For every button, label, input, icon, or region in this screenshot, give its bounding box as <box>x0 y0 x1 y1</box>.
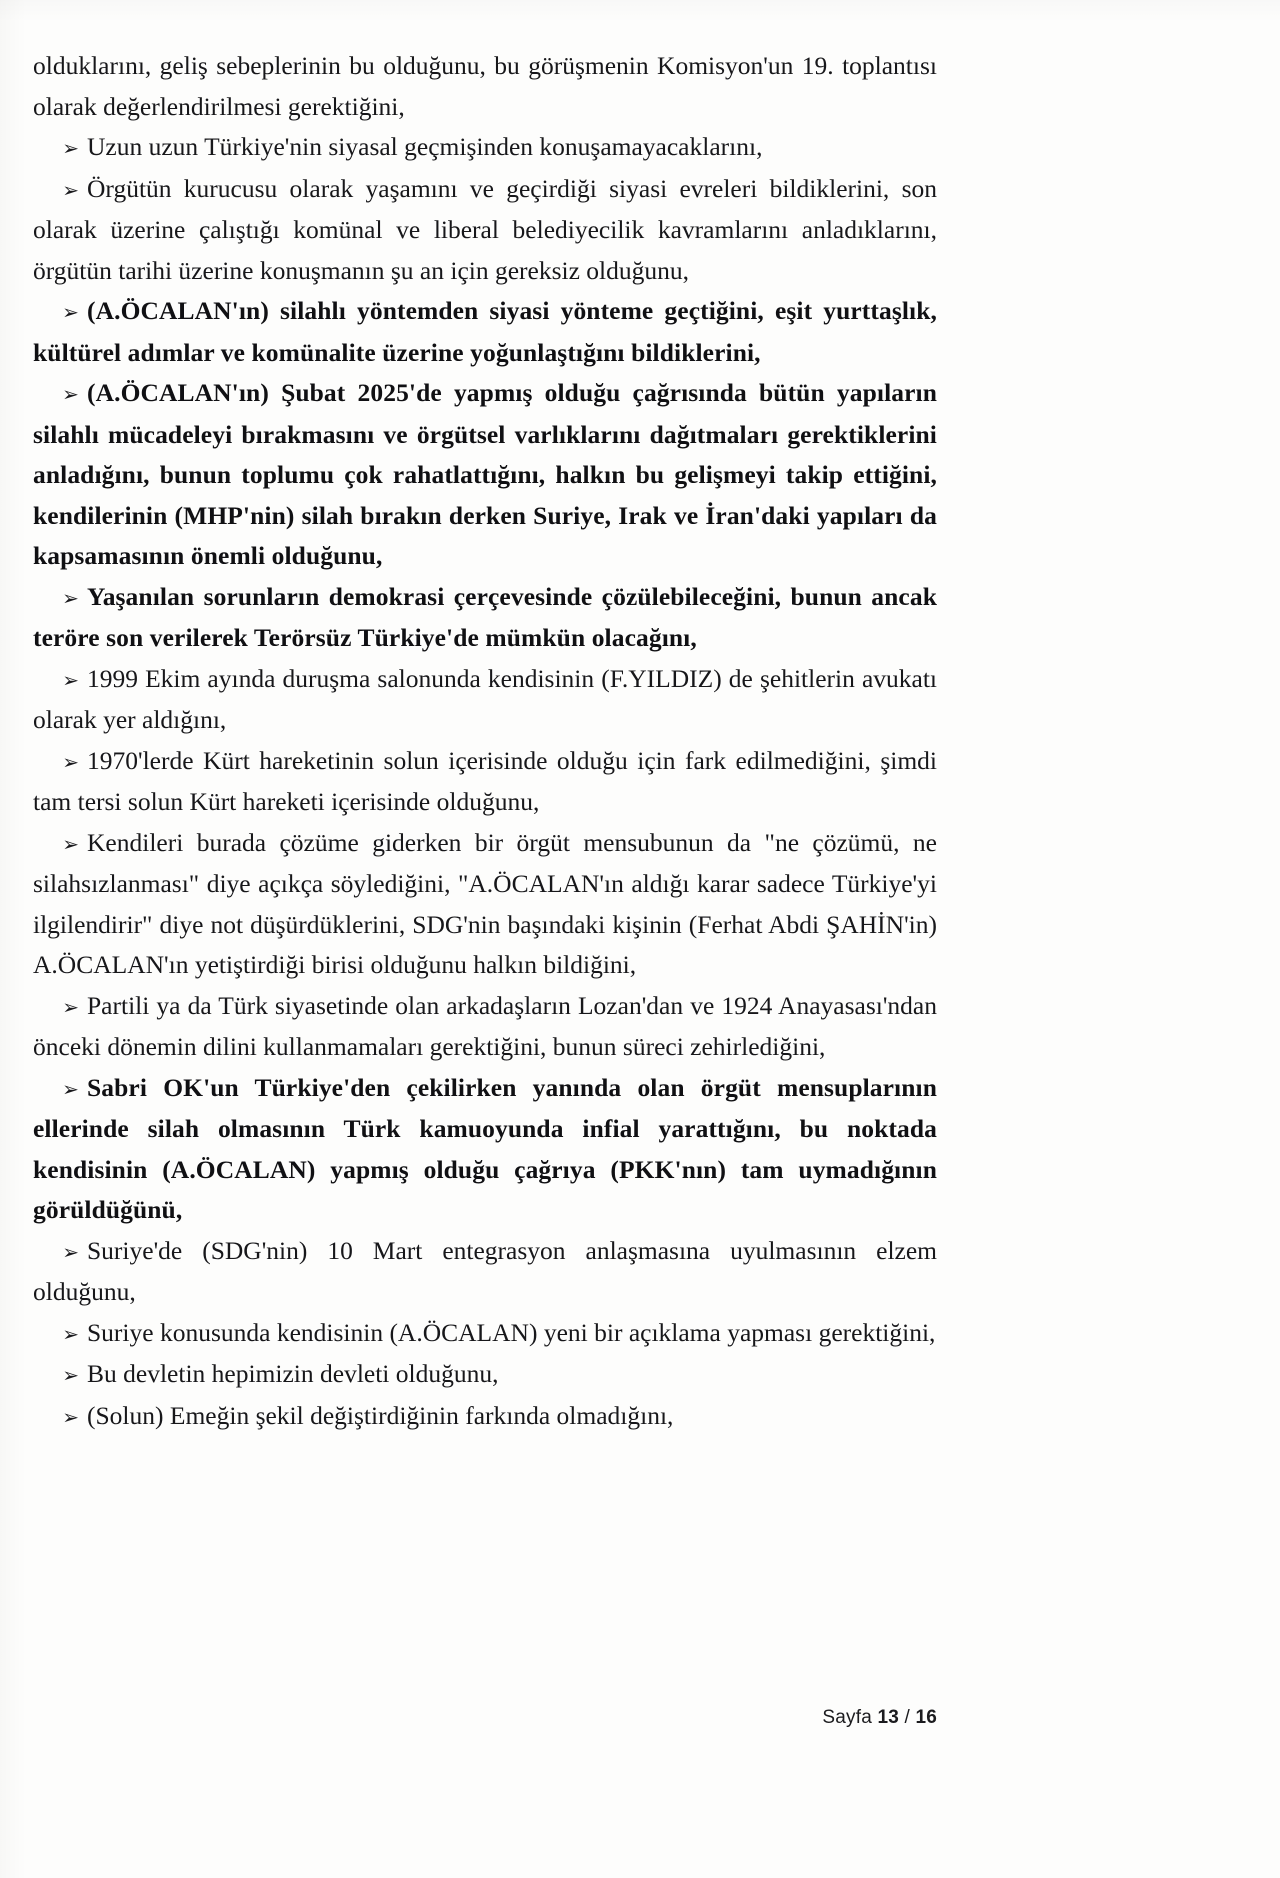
bullet-arrow-icon: ➢ <box>62 1404 79 1429</box>
paragraph-text: Bu devletin hepimizin devleti olduğunu, <box>87 1359 499 1388</box>
bullet-arrow-icon: ➢ <box>62 1363 79 1387</box>
paragraph-text: (A.ÖCALAN'ın) Şubat 2025'de yapmış olduğu çağrısında bütün yapıların silahlı mücadeleyi bırakmasını ve örgütsel varlıklarını dağıtmaları gerektiklerini anladığını, bunun toplumu çok rahatlattığını, halkın bu gelişmeyi takip ettiğini, kendilerinin (MHP'nin) silah bırakın derken Suriye, Irak ve İran'daki yapıları da kapsamasının önemli olduğunu, <box>33 378 937 570</box>
paragraph-text: Suriye konusunda kendisinin (A.ÖCALAN) yeni bir açıklama yapması gerektiğini, <box>87 1317 936 1347</box>
paragraph-text: Sabri OK'un Türkiye'den çekilirken yanında olan örgüt mensuplarının ellerinde silah olmasının Türk kamuoyunda infial yarattığını, bu noktada kendisinin (A.ÖCALAN) yapmış olduğu çağrıya (PKK'nın) tam uymadığının görüldüğünü, <box>33 1072 937 1224</box>
document-body <box>33 46 937 1437</box>
bullet-paragraph-bold <box>33 1068 937 1231</box>
bullet-arrow-icon: ➢ <box>62 749 79 774</box>
bullet-arrow-icon: ➢ <box>62 1076 79 1101</box>
bullet-paragraph-bold <box>33 291 937 373</box>
footer-total-pages: 16 <box>915 1707 937 1728</box>
bullet-paragraph <box>33 659 937 741</box>
paragraph-text: (Solun) Emeğin şekil değiştirdiğinin farkında olmadığını, <box>87 1400 674 1430</box>
bullet-paragraph <box>33 823 937 986</box>
paragraph-text: Örgütün kurucusu olarak yaşamını ve geçirdiği siyasi evreleri bildiklerini, son olarak üzerine çalıştığı komünal ve liberal belediyecilik kavramlarını anladıklarını, örgütün tarihi üzerine konuşmanın şu an için gereksiz olduğunu, <box>33 173 937 285</box>
bullet-arrow-icon: ➢ <box>62 585 79 610</box>
bullet-arrow-icon: ➢ <box>62 300 79 324</box>
bullet-arrow-icon: ➢ <box>62 1239 79 1264</box>
bullet-paragraph <box>33 127 937 169</box>
paragraph-text: Yaşanılan sorunların demokrasi çerçevesinde çözülebileceğini, bunun ancak teröre son verilerek Terörsüz Türkiye'de mümkün olacağını, <box>33 581 937 652</box>
bullet-arrow-icon: ➢ <box>62 994 79 1019</box>
bullet-arrow-icon: ➢ <box>62 382 79 406</box>
bullet-paragraph <box>33 1396 937 1438</box>
paragraph-text: 1999 Ekim ayında duruşma salonunda kendisinin (F.YILDIZ) de şehitlerin avukatı olarak yer aldığını, <box>33 663 937 734</box>
paragraph-text: Kendileri burada çözüme giderken bir örgüt mensubunun da "ne çözümü, ne silahsızlanması" diye açıkça söylediğini, "A.ÖCALAN'ın aldığı karar sadece Türkiye'yi ilgilendirir" diye not düşürdüklerini, SDG'nin başındaki kişinin (Ferhat Abdi ŞAHİN'in) A.ÖCALAN'ın yetiştirdiği birisi olduğunu halkın bildiğini, <box>33 827 937 979</box>
paragraph-text: 1970'lerde Kürt hareketinin solun içerisinde olduğu için fark edilmediğini, şimdi tam tersi solun Kürt hareketi içerisinde olduğunu, <box>33 745 937 816</box>
bullet-arrow-icon: ➢ <box>62 667 79 692</box>
paragraph-text: (A.ÖCALAN'ın) silahlı yöntemden siyasi yönteme geçtiğini, eşit yurttaşlık, kültürel adımlar ve komünalite üzerine yoğunlaştığını bildiklerini, <box>33 296 937 367</box>
paragraph-text: Suriye'de (SDG'nin) 10 Mart entegrasyon anlaşmasına uyulmasının elzem olduğunu, <box>33 1235 937 1306</box>
bullet-arrow-icon: ➢ <box>62 177 79 202</box>
bullet-arrow-icon: ➢ <box>62 831 79 856</box>
bullet-paragraph-bold <box>33 577 937 659</box>
paragraph-continuation <box>33 46 937 127</box>
paragraph-text: Partili ya da Türk siyasetinde olan arkadaşların Lozan'dan ve 1924 Anayasası'ndan önceki dönemin dilini kullanmamaları gerektiğini, bunun süreci zehirlediğini, <box>33 990 937 1061</box>
bullet-paragraph <box>33 986 937 1068</box>
bullet-arrow-icon: ➢ <box>62 1321 79 1346</box>
footer-label: Sayfa <box>822 1707 872 1728</box>
paragraph-text: Uzun uzun Türkiye'nin siyasal geçmişinden konuşamayacaklarını, <box>87 132 763 161</box>
footer-current-page: 13 <box>877 1707 899 1728</box>
bullet-paragraph <box>33 1354 937 1396</box>
bullet-paragraph-bold <box>33 373 937 577</box>
footer-separator: / <box>904 1707 910 1728</box>
bullet-paragraph <box>33 1313 937 1355</box>
bullet-paragraph <box>33 169 937 292</box>
bullet-paragraph <box>33 741 937 823</box>
bullet-arrow-icon: ➢ <box>62 136 79 160</box>
paragraph-text: olduklarını, geliş sebeplerinin bu olduğunu, bu görüşmenin Komisyon'un 19. toplantısı olarak değerlendirilmesi gerektiğini, <box>33 51 937 121</box>
page-footer <box>33 1707 937 1729</box>
bullet-paragraph <box>33 1231 937 1313</box>
